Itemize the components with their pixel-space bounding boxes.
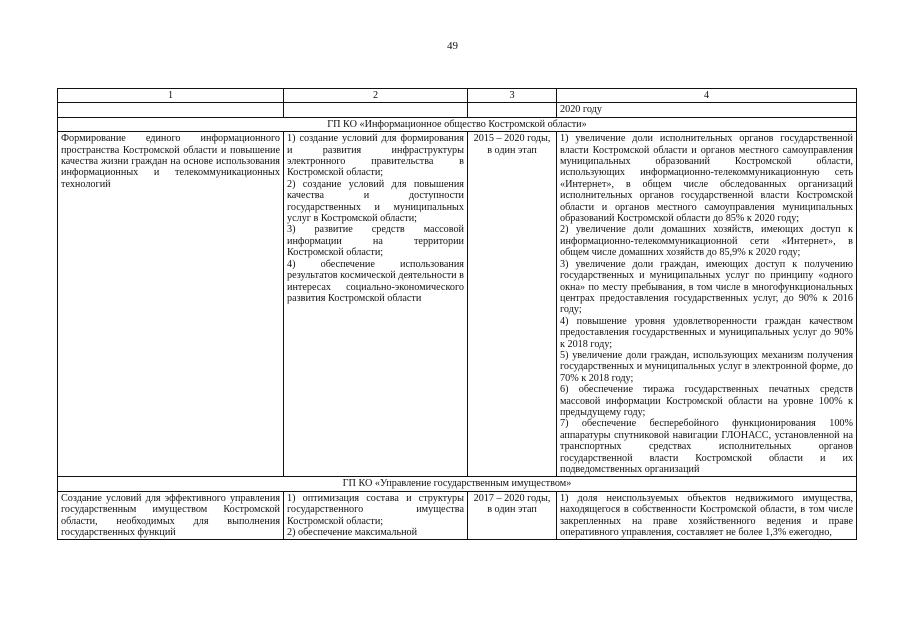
tasks-cell	[284, 491, 468, 540]
task-item: 2) создание условий для повышения качества и доступности государственных и муниципальных услуг в Костромской области;	[287, 178, 464, 225]
results-cell	[557, 132, 857, 477]
task-item: 3) развитие средств массовой информации на территории Костромской области;	[287, 224, 464, 259]
period-cell: 2015 – 2020 годы, в один этап	[468, 132, 557, 477]
results-cell	[557, 491, 857, 540]
task-item: 4) обеспечение использования результатов космической деятельности в интересах социально-экономического развития Костромской области	[287, 258, 464, 304]
section-title: ГП КО «Информационное общество Костромской области»	[58, 117, 857, 131]
continuation-cell-1	[58, 103, 284, 117]
result-item: 7) обеспечение бесперебойного функционирования 100% аппаратуры спутниковой навигации ГЛОНАСС, установленной на транспортных средствах исполнительных органов государственной власти Костромской области и их подведомственных организаций	[560, 418, 853, 475]
header-col-4: 4	[557, 89, 857, 103]
result-item: 6) обеспечение тиража государственных печатных средств массовой информации Костромской области на уровне 100% к предыдущему году;	[560, 384, 853, 418]
result-item: 5) увеличение доли граждан, использующих механизм получения государственных и муниципальных услуг в электронной форме, до 70% к 2018 году;	[560, 349, 853, 384]
result-item: 3) увеличение доли граждан, имеющих доступ к получению государственных и муниципальных услуг по принципу «одного окна» по месту пребывания, в том числе в многофункциональных центрах предоставления государственных услуг, до 90% к 2016 году;	[560, 258, 853, 316]
program-row	[58, 491, 857, 540]
program-table	[57, 88, 857, 540]
result-item: 4) повышение уровня удовлетворенности граждан качеством предоставления государственных и муниципальных услуг до 90% к 2018 году;	[560, 315, 853, 350]
page-number: 49	[447, 40, 458, 52]
period-cell: 2017 – 2020 годы, в один этап	[468, 491, 557, 540]
section-title-row	[58, 477, 857, 491]
goal-cell: Создание условий для эффективного управления государственным имуществом Костромской области, необходимых для выполнения государственных функций	[58, 491, 284, 540]
goal-cell: Формирование единого информационного пространства Костромской области и повышение качества жизни граждан на основе использования информационных и телекоммуникационных технологий	[58, 132, 284, 477]
result-item: 1) доля неиспользуемых объектов недвижимого имущества, находящегося в собственности Костромской области, в том числе закрепленных на праве хозяйственного ведения и праве оперативного управления, составляет не более 1,3% ежегодно,	[560, 492, 853, 539]
result-item: 1) увеличение доли исполнительных органов государственной власти Костромской области и органов местного самоуправления муниципальных образований Костромской области, использующих информационно-телекоммуникационную сеть «Интернет», в общем числе обследованных организаций исполнительных органов государственной власти Костромской области и органов местного самоуправления муниципальных образований Костромской области до 85% к 2020 году;	[560, 133, 853, 225]
continuation-cell-4: 2020 году	[557, 103, 857, 117]
header-col-1: 1	[58, 89, 284, 103]
header-col-2: 2	[284, 89, 468, 103]
section-title: ГП КО «Управление государственным имуществом»	[58, 477, 857, 491]
continuation-cell-2	[284, 103, 468, 117]
header-col-3: 3	[468, 89, 557, 103]
section-title-row	[58, 117, 857, 131]
continuation-row	[58, 103, 857, 117]
program-row	[58, 132, 857, 477]
task-item: 2) обеспечение максимальной	[287, 527, 418, 539]
header-row	[58, 89, 857, 103]
tasks-cell	[284, 132, 468, 477]
task-item: 1) создание условий для формирования и развития инфраструктуры электронного правительства в Костромской области;	[287, 133, 464, 179]
task-item: 1) оптимизация состава и структуры государственного имущества Костромской области;	[287, 492, 464, 527]
continuation-cell-3	[468, 103, 557, 117]
result-item: 2) увеличение доли домашних хозяйств, имеющих доступ к информационно-телекоммуникационной сети «Интернет», в общем числе домашних хозяйств до 85,9% к 2020 году;	[560, 224, 853, 259]
